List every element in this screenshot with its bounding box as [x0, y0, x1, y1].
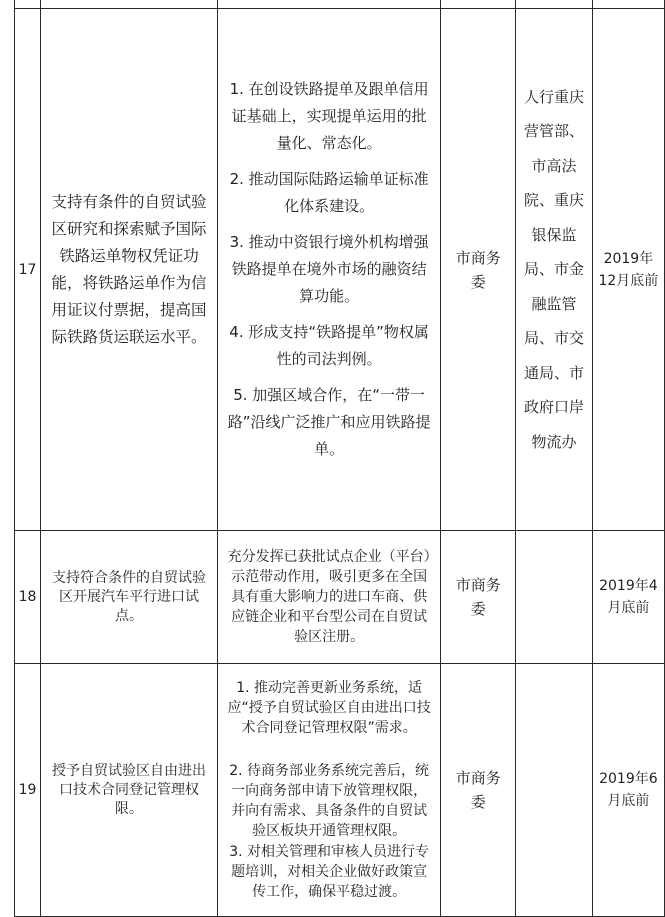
task-cell: 支持符合条件的自贸试验区开展汽车平行进口试点。 [41, 531, 218, 664]
lead-unit-cell: 市商务委 [441, 531, 516, 664]
deadline-cell: 2019年4月底前 [592, 531, 664, 664]
measure-item: 4. 形成支持“铁路提单”物权属性的司法判例。 [229, 323, 429, 368]
measures-cell [217, 664, 440, 917]
row-number: 19 [15, 664, 41, 917]
partner-units-cell [516, 664, 593, 917]
deadline-cell: 2019年6月底前 [592, 664, 664, 917]
measure-item: 1. 推动完善更新业务系统，适应“授予自贸试验区自由进出口技术合同登记管理权限”需求。 [227, 680, 431, 736]
task-cell: 授予自贸试验区自由进出口技术合同登记管理权限。 [41, 664, 218, 917]
table-row [15, 9, 665, 531]
row-number: 18 [15, 531, 41, 664]
partner-units-cell [516, 531, 593, 664]
measure-item: 5. 加强区域合作，在“一带一路”沿线广泛推广和应用铁路提单。 [227, 386, 431, 458]
table-row [15, 664, 665, 917]
lead-unit-cell: 市商务委 [441, 9, 516, 531]
measure-item: 3. 对相关管理和审核人员进行专题培训，对相关企业做好政策宣传工作，确保平稳过渡。 [229, 844, 430, 900]
table-row [15, 531, 665, 664]
task-cell: 支持有条件的自贸试验区研究和探索赋予国际铁路运单物权凭证功能，将铁路运单作为信用证议付票据，提高国际铁路货运联运水平。 [41, 9, 218, 531]
measure-item: 3. 推动中资银行境外机构增强铁路提单在境外市场的融资结算功能。 [229, 233, 429, 305]
measure-item: 充分发挥已获批试点企业（平台）示范带动作用，吸引更多在全国具有重大影响力的进口车商、供应链企业和平台型公司在自贸试验区注册。 [227, 549, 431, 645]
lead-unit-cell: 市商务委 [441, 664, 516, 917]
measures-cell [217, 531, 440, 664]
measure-item: 1. 在创设铁路提单及跟单信用证基础上，实现提单运用的批量化、常态化。 [229, 80, 429, 152]
policy-table [14, 0, 665, 917]
partner-units-cell: 人行重庆营管部、市高法院、重庆银保监局、市金融监管局、市交通局、市政府口岸物流办 [516, 9, 593, 531]
measures-cell [217, 9, 440, 531]
deadline-cell: 2019年12月底前 [592, 9, 664, 531]
measure-item: 2. 推动国际陆路运输单证标准化体系建设。 [229, 170, 429, 215]
table-row-prev [15, 0, 665, 9]
row-number: 17 [15, 9, 41, 531]
measure-item: 2. 待商务部业务系统完善后，统一向商务部申请下放管理权限，并向有需求、具备条件的自贸试验区板块开通管理权限。 [229, 763, 430, 839]
